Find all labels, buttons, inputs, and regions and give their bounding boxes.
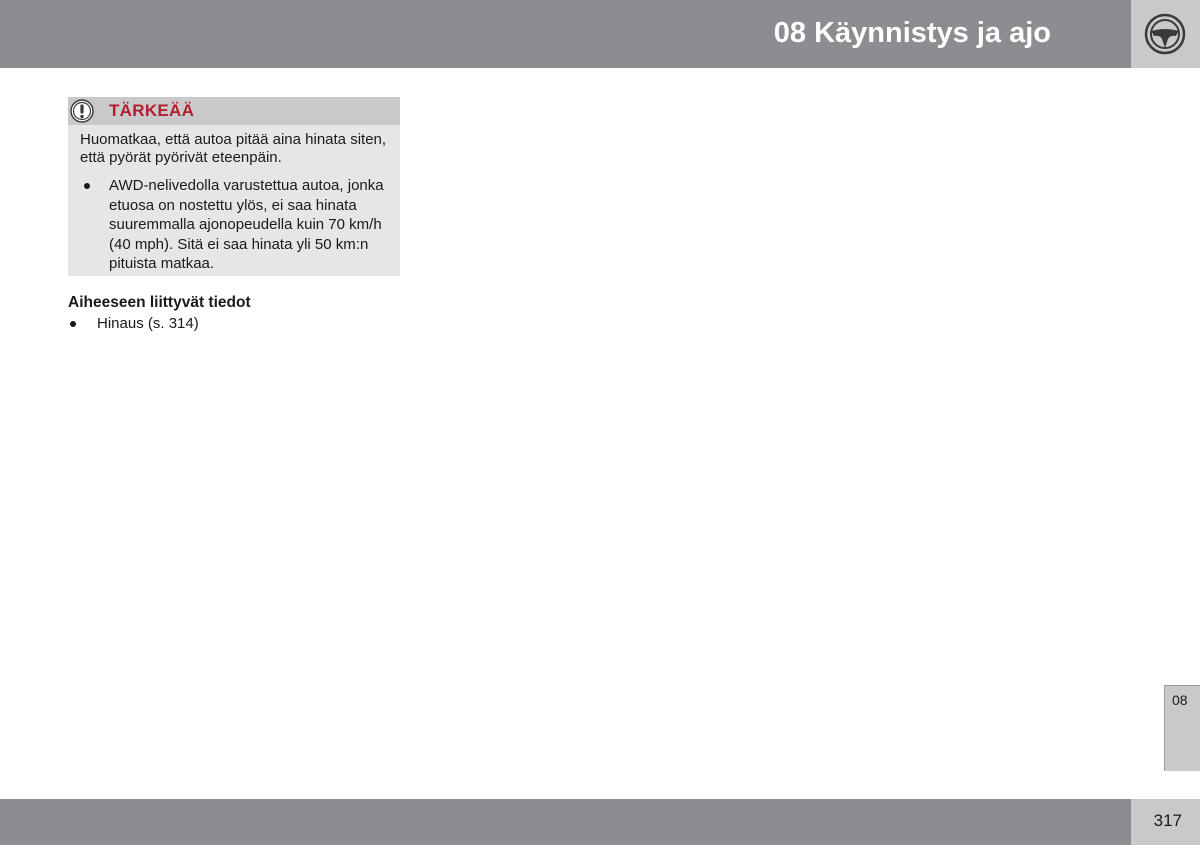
- chapter-tab-label: 08: [1172, 692, 1188, 708]
- chapter-tab[interactable]: [1164, 685, 1200, 771]
- important-title: TÄRKEÄÄ: [109, 101, 195, 120]
- important-notice: [68, 97, 400, 276]
- page-number: 317: [1153, 811, 1182, 830]
- bullet-icon: [70, 321, 76, 327]
- bullet-icon: [84, 183, 90, 189]
- page-number-box: [1131, 799, 1200, 845]
- warning-exclamation-icon: [70, 99, 94, 123]
- footer-bar: [0, 799, 1131, 845]
- related-link-text[interactable]: Hinaus (s. 314): [97, 315, 199, 332]
- steering-wheel-icon: [1143, 12, 1187, 56]
- list-item: [80, 176, 390, 274]
- header-bar: [0, 0, 1131, 68]
- related-link[interactable]: [68, 314, 199, 334]
- related-info-title: Aiheeseen liittyvät tiedot: [68, 294, 251, 311]
- important-body: [80, 131, 390, 274]
- important-header: [68, 97, 400, 125]
- chapter-title: 08 Käynnistys ja ajo: [773, 17, 1051, 49]
- important-paragraph: Huomatkaa, että autoa pitää aina hinata siten, että pyörät pyörivät eteenpäin.: [80, 131, 387, 166]
- chapter-icon-box: [1131, 0, 1200, 68]
- bullet-text: AWD-nelivedolla varustettua autoa, jonka etuosa on nostettu ylös, ei saa hinata suuremmalla ajonopeudella kuin 70 km/h (40 mph). Sitä ei saa hinata yli 50 km:n pituista matkaa.: [109, 177, 384, 272]
